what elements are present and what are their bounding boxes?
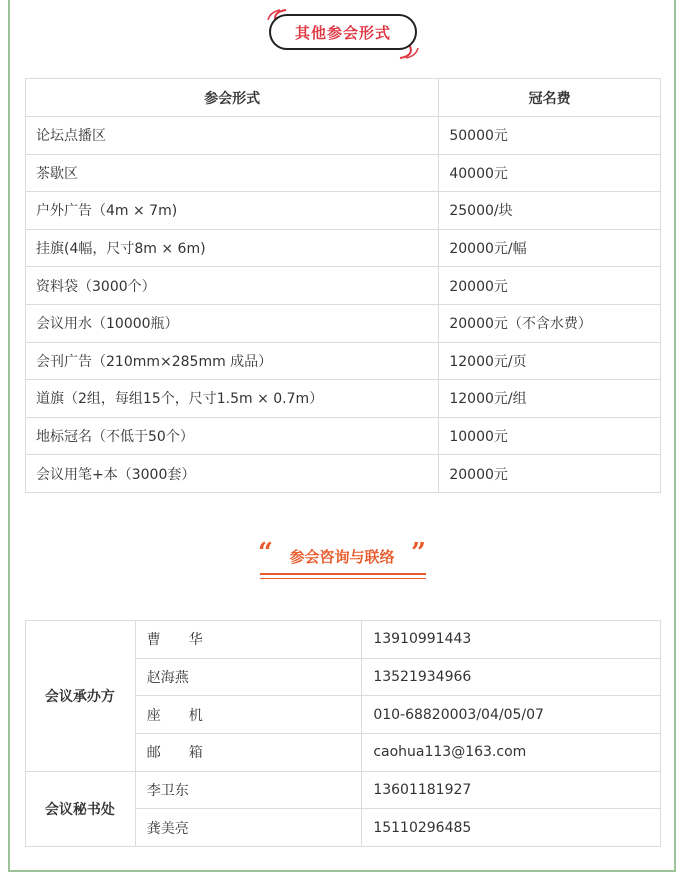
table-row (26, 192, 661, 230)
contact-name: 赵海燕 (135, 658, 362, 696)
table-header-row (26, 79, 661, 117)
fee-cell: 12000元/组 (439, 380, 661, 418)
form-cell: 地标冠名（不低于50个） (26, 417, 439, 455)
table-row (26, 154, 661, 192)
close-quote-icon: ” (411, 538, 426, 568)
participation-forms-table (25, 78, 661, 493)
table-row (26, 417, 661, 455)
table-row (26, 304, 661, 342)
form-cell: 挂旗(4幅，尺寸8m × 6m) (26, 229, 439, 267)
form-cell: 茶歇区 (26, 154, 439, 192)
contact-value: 15110296485 (362, 809, 661, 847)
table-row (26, 621, 661, 659)
form-cell: 会议用水（10000瓶） (26, 304, 439, 342)
title-underline-thin (260, 578, 426, 579)
fee-cell: 10000元 (439, 417, 661, 455)
contact-name: 曹 华 (135, 621, 362, 659)
title-underline (260, 573, 426, 575)
secretariat-label: 会议秘书处 (26, 771, 136, 846)
section2-header (258, 540, 428, 584)
table-row (26, 267, 661, 305)
fee-cell: 20000元（不含水费） (439, 304, 661, 342)
fee-cell: 20000元/幅 (439, 229, 661, 267)
open-quote-icon: “ (258, 538, 273, 568)
form-cell: 会议用笔+本（3000套） (26, 455, 439, 493)
table-row (26, 455, 661, 493)
fee-cell: 20000元 (439, 455, 661, 493)
contact-name: 座 机 (135, 696, 362, 734)
form-cell: 资料袋（3000个） (26, 267, 439, 305)
contact-name: 邮 箱 (135, 734, 362, 772)
table-row (26, 342, 661, 380)
form-cell: 会刊广告（210mm×285mm 成品） (26, 342, 439, 380)
fee-cell: 50000元 (439, 117, 661, 155)
column-header-fee: 冠名费 (439, 79, 661, 117)
fee-cell: 12000元/页 (439, 342, 661, 380)
table-row (26, 380, 661, 418)
contact-name: 龚美亮 (135, 809, 362, 847)
section1-title-badge (262, 8, 424, 60)
contact-value: 13601181927 (362, 771, 661, 809)
table-row (26, 117, 661, 155)
organizer-label: 会议承办方 (26, 621, 136, 772)
form-cell: 户外广告（4m × 7m) (26, 192, 439, 230)
contact-value: 010-68820003/04/05/07 (362, 696, 661, 734)
contact-value: 13910991443 (362, 621, 661, 659)
table-row (26, 229, 661, 267)
table-row (26, 771, 661, 809)
section1-title: 其他参会形式 (269, 14, 417, 50)
contact-table (25, 620, 661, 847)
section2-title: 参会咨询与联络 (289, 548, 395, 566)
fee-cell: 25000/块 (439, 192, 661, 230)
contact-name: 李卫东 (135, 771, 362, 809)
contact-email: caohua113@163.com (362, 734, 661, 772)
fee-cell: 20000元 (439, 267, 661, 305)
form-cell: 论坛点播区 (26, 117, 439, 155)
form-cell: 道旗（2组，每组15个，尺寸1.5m × 0.7m） (26, 380, 439, 418)
column-header-form: 参会形式 (26, 79, 439, 117)
fee-cell: 40000元 (439, 154, 661, 192)
contact-value: 13521934966 (362, 658, 661, 696)
